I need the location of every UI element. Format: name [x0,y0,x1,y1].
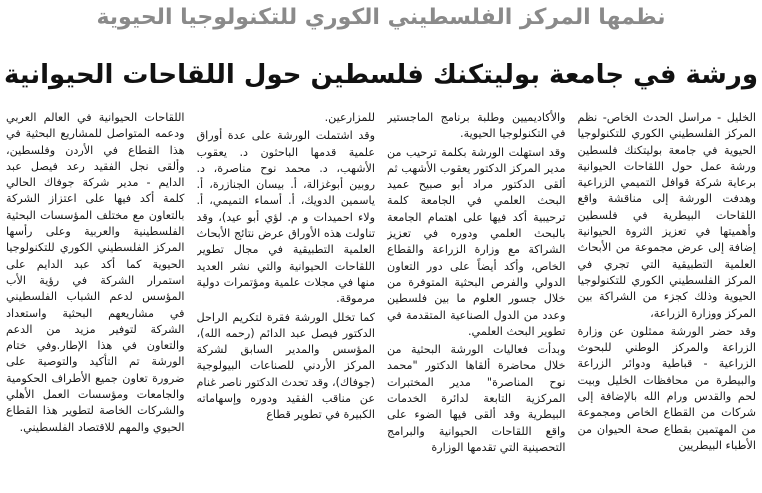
paragraph: اللقاحات الحيوانية في العالم العربي ودعمه المتواصل للمشاريع البحثية في هذا القطاع في الأردن وفلسطين، وألقى نجل الفقيد رعد فيصل عبد الدايم - مدير شركة جوفاك الحالي كلمة أكد فيها على اعتزاز الشركة بالتعاون مع مختلف المؤسسات البحثية الفلسطينية والعربية وعلى رأسها المركز الفلسطيني الكوري للتكنولوجيا الحيوية كما أكد عبد الدايم على استمرار الشركة في رؤية الأب المؤسس لدعم الشباب الفلسطيني في مشاريعهم البحثية واستعداد الشركة لتوفير مزيد من الدعم والتعاون في هذا الإطار.وفي ختام الورشة تم التأكيد والتوصية على ضرورة تعاون جميع الأطراف الحكومية والجامعات ومؤسسات العمل الأهلي والشركات الخاصة لتطوير هذا القطاع الحيوي والمهم للاقتصاد الفلسطيني. [6,111,185,434]
article-column-3 [197,110,376,491]
article-headline: ورشة في جامعة بوليتكنك فلسطين حول اللقاحات الحيوانية [4,60,758,90]
article-column-4 [6,110,185,491]
paragraph: وقد حضر الورشة ممثلون عن وزارة الزراعة والمركز الوطني للبحوث الزراعية - قباطية ودوائر الزراعة والبيطرة من محافظات الخليل وبيت لحم والقدس ورام الله بالإضافة إلى شركات من القطاع الخاص ومجموعة من المهتمين بقطاع صحة الحيوان من الأطباء البيطريين [577,324,756,452]
paragraph: وقد اشتملت الورشة على عدة أوراق علمية قدمها الباحثون د. يعقوب الأشهب، د. محمد نوح مناصرة، د. روبين أبوغزالة، أ. بيسان الجنازرة، أ. ياسمين الدويك، أ. أسماء التميمي، أ. ولاء احميدات و م. لؤي أبو عيد)، وقد تناولت هذه الأوراق عرض نتائج الأبحاث العلمية التطبيقية في مجال تطوير اللقاحات الحيوانية والتي نشر العديد منها في مجلات علمية ومؤتمرات دولية مرموقة. [196,129,375,306]
paragraph: للمزارعين. [324,111,375,124]
paragraph: وبدأت فعاليات الورشة البحثية من خلال محاضرة ألقاها الدكتور "محمد نوح المناصرة" مدير المختبرات المركزية التابعة لدائرة الخدمات البيطرية وقد ألقى فيها الضوء على واقع اللقاحات الحيوانية والبرامج التحصينية التي تقدمها الوزارة [387,343,566,454]
article-kicker: نظمها المركز الفلسطيني الكوري للتكنولوجيا الحيوية [96,5,666,30]
article-column-1 [578,110,757,491]
paragraph: وقد استهلت الورشة بكلمة ترحيب من مدير المركز الدكتور يعقوب الأشهب ثم ألقى الدكتور مراد أبو صبيح عميد البحث العلمي في الجامعة كلمة ترحيبية أكد فيها على اهتمام الجامعة بالبحث العلمي ودوره في تعزيز الشراكة مع وزارة الزراعة والقطاع الخاص، وأكد أيضاً على دور التعاون الدولي والفرص البحثية المتوفرة من خلال جسور العلوم ما بين فلسطين وعدد من الدول الصناعية المتقدمة في تطوير البحث العلمي. [387,145,566,338]
paragraph: والأكاديميين وطلبة برنامج الماجستير في التكنولوجيا الحيوية. [387,111,566,141]
paragraph: كما تخلل الورشة فقرة لتكريم الراحل الدكتور فيصل عبد الدائم (رحمه الله)، المؤسس والمدير السابق لشركة المركز الأردني للصناعات البيولوجية (جوفاك)، وقد تحدث الدكتور ناصر غنام عن مناقب الفقيد ودوره وإسهاماته الكبيرة في تطوير قطاع [196,310,375,422]
article-body [6,110,756,491]
paragraph: الخليل - مراسل الحدث الخاص- نظم المركز الفلسطيني الكوري للتكنولوجيا الحيوية في جامعة بوليتكنك فلسطين ورشة عمل حول اللقاحات الحيوانية برعاية شركة قوافل التميمي الزراعية وهدفت الورشة إلى مناقشة واقع اللقاحات البيطرية في فلسطين وأهميتها في تعزيز الثروة الحيوانية إضافة إلى عرض مجموعة من الأبحاث العلمية التطبيقية التي تجري في المركز الفلسطيني الكوري للتكنولوجيا الحيوية وذلك كجزء من الشراكة بين المركز ووزارة الزراعة، [577,111,756,320]
article-column-2 [387,110,566,491]
